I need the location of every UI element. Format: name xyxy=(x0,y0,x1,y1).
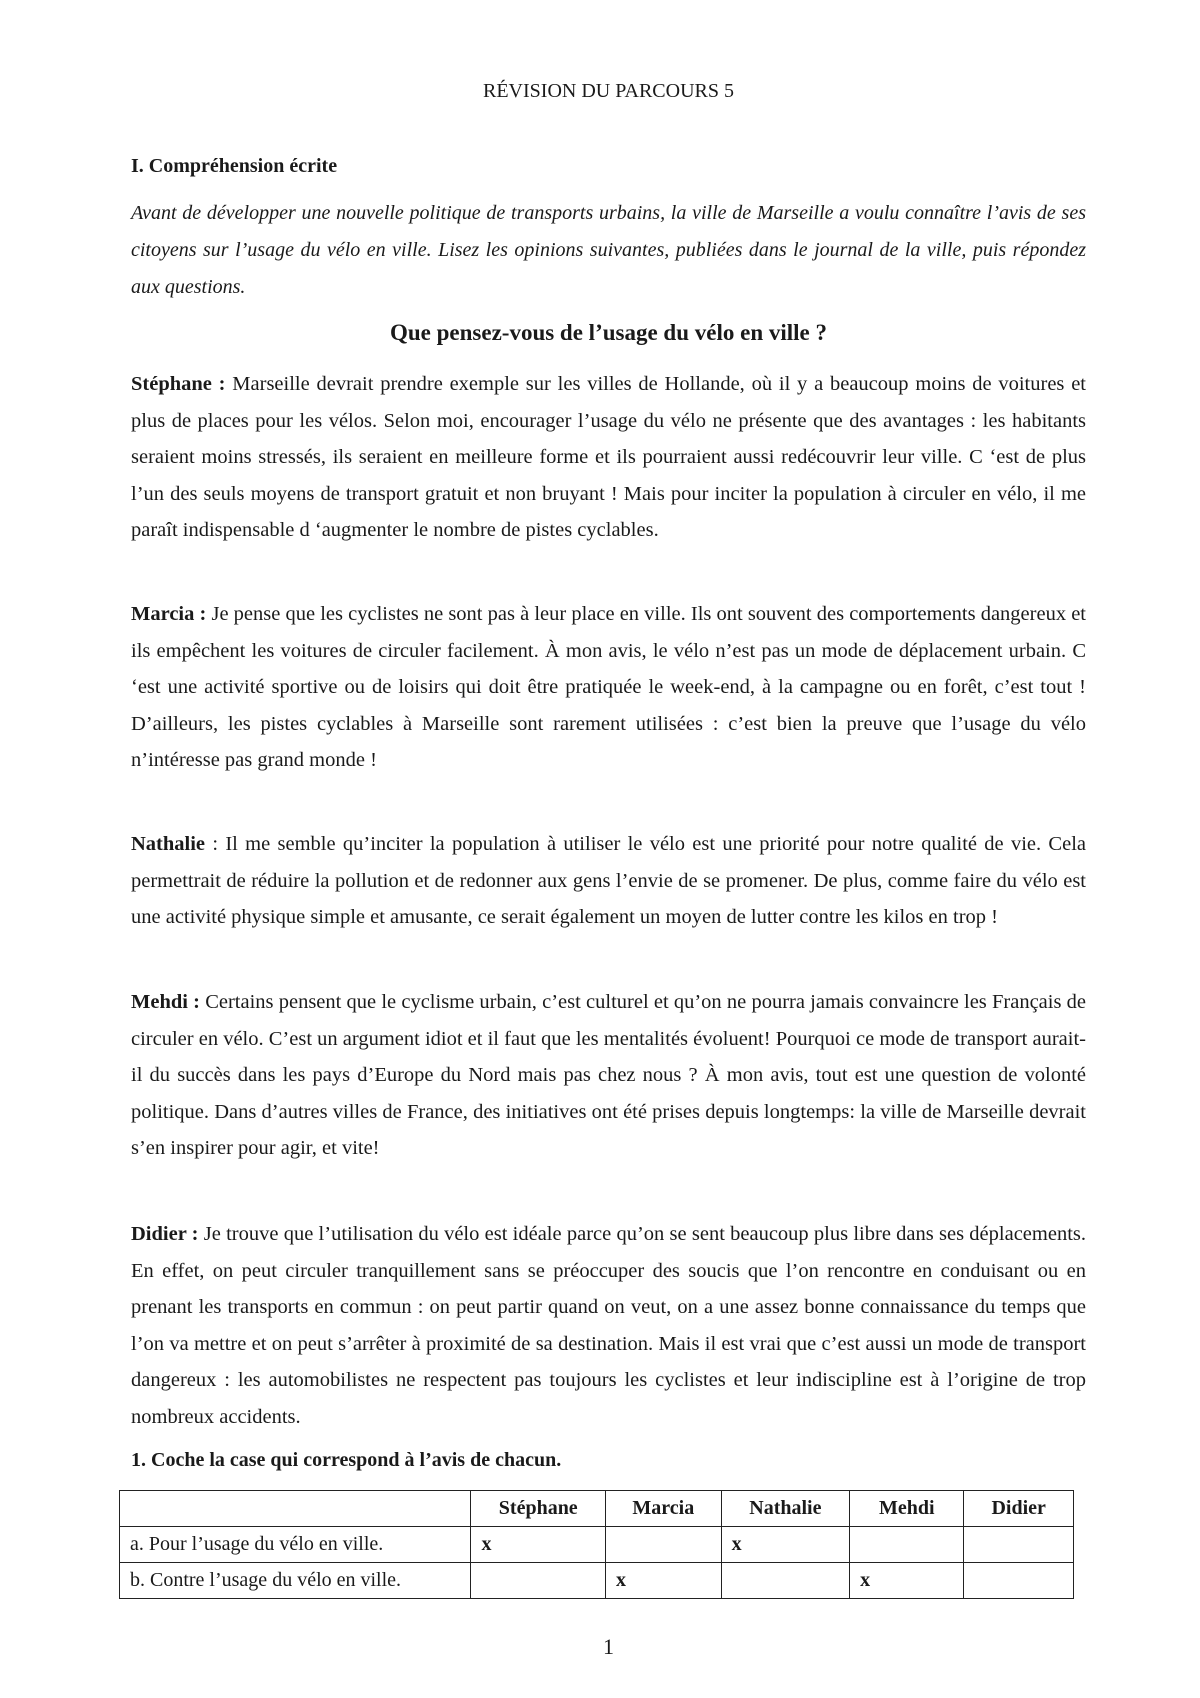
table-checkbox-cell[interactable] xyxy=(850,1527,964,1563)
table-header-cell: Mehdi xyxy=(850,1491,964,1527)
opinion-table xyxy=(119,1490,1074,1599)
opinion-text: Marseille devrait prendre exemple sur les villes de Hollande, où il y a beaucoup moins de voitures et plus de places pour les vélos. Selon moi, encourager l’usage du vélo ne présente que des avantages : les habitants seraient moins stressés, ils seraient en meilleure forme et ils pourraient aussi redécouvrir leur ville. C ‘est de plus l’un des seuls moyens de transport gratuit et non bruyant ! Mais pour inciter la population à circuler en vélo, il me paraît indispensable d ‘augmenter le nombre de pistes cyclables. xyxy=(131,373,1086,541)
opinion-mehdi xyxy=(131,984,1086,1167)
table-checkbox-cell[interactable] xyxy=(964,1527,1074,1563)
opinion-author: Marcia : xyxy=(131,603,207,625)
section-heading: I. Compréhension écrite xyxy=(131,155,338,177)
table-checkbox-cell[interactable]: x xyxy=(721,1527,849,1563)
table-row xyxy=(120,1527,1074,1563)
table-checkbox-cell[interactable]: x xyxy=(850,1563,964,1599)
opinion-author: Mehdi : xyxy=(131,991,200,1013)
table-row-label: a. Pour l’usage du vélo en ville. xyxy=(120,1527,471,1563)
opinion-author: Didier : xyxy=(131,1223,199,1245)
page-number: 1 xyxy=(603,1634,614,1659)
table-row-label: b. Contre l’usage du vélo en ville. xyxy=(120,1563,471,1599)
table-header-cell: Didier xyxy=(964,1491,1074,1527)
opinion-didier xyxy=(131,1216,1086,1435)
table-header-cell: Nathalie xyxy=(721,1491,849,1527)
table-checkbox-cell[interactable] xyxy=(471,1563,606,1599)
intro-paragraph: Avant de développer une nouvelle politique de transports urbains, la ville de Marseille a voulu connaître l’avis de ses citoyens sur l’usage du vélo en ville. Lisez les opinions suivantes, publiées dans le journal de la ville, puis répondez aux questions. xyxy=(131,202,1086,298)
opinion-marcia xyxy=(131,596,1086,779)
opinion-author: Stéphane : xyxy=(131,373,226,395)
table-checkbox-cell[interactable]: x xyxy=(471,1527,606,1563)
opinion-text: Certains pensent que le cyclisme urbain, c’est culturel et qu’on ne pourra jamais convaincre les Français de circuler en vélo. C’est un argument idiot et il faut que les mentalités évoluent! Pourquoi ce mode de transport aurait-il du succès dans les pays d’Europe du Nord mais pas chez nous ? À mon avis, tout est une question de volonté politique. Dans d’autres villes de France, des initiatives ont été prises depuis longtemps: la ville de Marseille devrait s’en inspirer pour agir, et vite! xyxy=(131,991,1086,1159)
document-title: RÉVISION DU PARCOURS 5 xyxy=(483,80,734,102)
table-checkbox-cell[interactable] xyxy=(964,1563,1074,1599)
table-checkbox-cell[interactable]: x xyxy=(606,1563,722,1599)
opinion-text: Je pense que les cyclistes ne sont pas à leur place en ville. Ils ont souvent des comportements dangereux et ils empêchent les voitures de circuler facilement. À mon avis, le vélo n’est pas un mode de déplacement urbain. C ‘est une activité sportive ou de loisirs qui doit être pratiquée le week-end, à la campagne ou en forêt, c’est tout ! D’ailleurs, les pistes cyclables à Marseille sont rarement utilisées : c’est bien la preuve que l’usage du vélo n’intéresse pas grand monde ! xyxy=(131,603,1087,771)
table-checkbox-cell[interactable] xyxy=(721,1563,849,1599)
opinion-text: Je trouve que l’utilisation du vélo est idéale parce qu’on se sent beaucoup plus libre dans ses déplacements. En effet, on peut circuler tranquillement sans se préoccuper des soucis que l’on rencontre en conduisant ou en prenant les transports en commun : on peut partir quand on veut, on a une assez bonne connaissance du temps que l’on va mettre et on peut s’arrêter à proximité de sa destination. Mais il est vrai que c’est aussi un mode de transport dangereux : les automobilistes ne respectent pas toujours les cyclistes et leur indiscipline est à l’origine de trop nombreux accidents. xyxy=(131,1223,1086,1428)
opinion-author: Nathalie xyxy=(131,833,206,855)
opinion-stephane xyxy=(131,366,1086,549)
table-header-cell: Stéphane xyxy=(471,1491,606,1527)
opinion-text: : Il me semble qu’inciter la population à utiliser le vélo est une priorité pour notre qualité de vie. Cela permettrait de réduire la pollution et de redonner aux gens l’envie de se promener. De plus, comme faire du vélo est une activité physique simple et amusante, ce serait également un moyen de lutter contre les kilos en trop ! xyxy=(131,833,1086,928)
table-row xyxy=(120,1563,1074,1599)
table-header-cell xyxy=(120,1491,471,1527)
table-header-cell: Marcia xyxy=(606,1491,722,1527)
table-checkbox-cell[interactable] xyxy=(606,1527,722,1563)
table-header-row xyxy=(120,1491,1074,1527)
question-title: Que pensez-vous de l’usage du vélo en ville ? xyxy=(389,320,827,345)
opinion-nathalie xyxy=(131,826,1086,936)
exercise-heading: 1. Coche la case qui correspond à l’avis de chacun. xyxy=(131,1449,562,1471)
